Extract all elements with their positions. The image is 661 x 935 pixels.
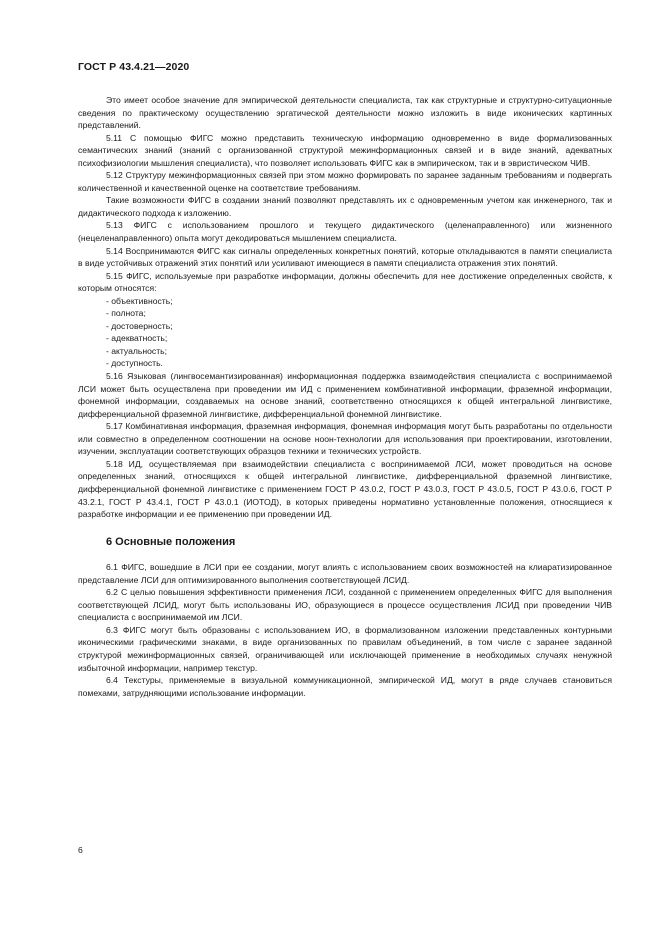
list-item: - адекватность; [106, 333, 168, 344]
paragraph-6-1: 6.1 ФИГС, вошедшие в ЛСИ при ее создании, могут влиять с использованием своих возможностей на клиаратизированное представление ЛСИ для оптимизированного выполнения соответствующей ЛСИД. [78, 562, 612, 585]
paragraph-6-2: 6.2 С целью повышения эффективности применения ЛСИ, созданной с применением определенных ФИГС для выполнения соответствующей ЛСИД, могут быть использованы ИО, образующиеся в процессе осуществления ЛСИД при проведении ЧИВ специалиста с воспринимаемой им ЛСИ. [78, 587, 612, 623]
list-item: - полнота; [106, 308, 146, 319]
paragraph: Такие возможности ФИГС в создании знаний позволяют представлять их с одновременным учетом как инженерного, так и дидактического подхода к изложению. [78, 195, 612, 218]
document-code-header: ГОСТ Р 43.4.21—2020 [78, 61, 190, 73]
paragraph-6-4: 6.4 Текстуры, применяемые в визуальной коммуникационной, эмпирической ИД, могут в ряде случаев становиться помехами, затрудняющими использование информации. [78, 675, 612, 698]
paragraph: Это имеет особое значение для эмпирической деятельности специалиста, так как структурные и структурно-ситуационные сведения по практическому осуществлению эргатической деятельности можно изложить в виде иконических картинных представлений. [78, 95, 612, 131]
paragraph-5-13: 5.13 ФИГС с использованием прошлого и текущего дидактического (целенаправленного) или жизненного (нецеленаправленного) опыта могут декодироваться мышлением специалиста. [78, 220, 612, 244]
paragraph-5-16: 5.16 Языковая (лингвосемантизированная) информационная поддержка взаимодействия специалиста с воспринимаемой ЛСИ может быть осуществлена при проведении им ИД с применением комбинативной информации, фраземной информации, фонемной информации, создаваемых на основе знаний, соответственно относящихся к общей интегральной лингвистике, дифференциальной фраземной лингвистике, дифференциальной фонемной лингвистике. [78, 371, 612, 419]
paragraph-6-3: 6.3 ФИГС могут быть образованы с использованием ИО, в формализованном изложении представленных контурными иконическими графическими знаками, в виде организованных по правилам объединений, в том числе с заранее заданной структурой межинформационных связей, ограничивающей или исключающей применение в необходимых случаях ненужной избыточной информации, например текстур. [78, 624, 612, 673]
paragraph-5-18: 5.18 ИД, осуществляемая при взаимодействии специалиста с воспринимаемой ЛСИ, может проводиться на основе определенных знаний, относящихся к общей интегральной лингвистике, дифференциальной фраземной лингвистике, дифференциальной фонемной лингвистике с применением ГОСТ Р 43.0.2, ГОСТ Р 43.0.3, ГОСТ Р 43.0.5, ГОСТ Р 43.0.6, ГОСТ Р 43.2.1, ГОСТ Р 43.4.1, ГОСТ Р 43.0.1 (ИОТОД), в которых приведены нормативно установленные положения, относящиеся к разработке информации и ее применению при проведении ИД. [78, 458, 612, 520]
page-number: 6 [78, 845, 83, 855]
paragraph-5-17: 5.17 Комбинативная информация, фраземная информация, фонемная информация могут быть разработаны по отдельности или совместно в определенном соотношении на основе ноон-технологии для использования при проектировании, изготовлении, изучении, эксплуатации соответствующих образцов техники и технических устройств. [78, 421, 612, 457]
paragraph-5-12: 5.12 Структуру межинформационных связей при этом можно формировать по заранее заданным требованиям и подвергать количественной и качественной оценке на соответствие требованиям. [78, 170, 612, 193]
list-item: - актуальность; [106, 345, 168, 356]
list-item: - объективность; [106, 295, 173, 306]
section-heading: 6 Основные положения [106, 535, 236, 548]
list-item: - доступность. [106, 358, 163, 369]
list-item: - достоверность; [106, 320, 173, 331]
paragraph-5-11: 5.11 С помощью ФИГС можно представить техническую информацию одновременно в виде формализованных семантических знаний (знаний с организованной структурой межинформационных связей и в виде знаний, адекватных психофизиологии мышления специалиста), что позволяет использовать ФИГС как в эмпирическом, так и в эвристическом ЧИВ. [78, 132, 612, 168]
paragraph-5-14: 5.14 Воспринимаются ФИГС как сигналы определенных конкретных понятий, которые откладываются в памяти специалиста в виде устойчивых отражений этих понятий или усиливают имеющиеся в памяти специалиста отражения этих понятий. [78, 245, 612, 269]
document-body [78, 94, 612, 699]
paragraph-5-15: 5.15 ФИГС, используемые при разработке информации, должны обеспечить для нее достижение определенных свойств, к которым относятся: [78, 270, 612, 294]
